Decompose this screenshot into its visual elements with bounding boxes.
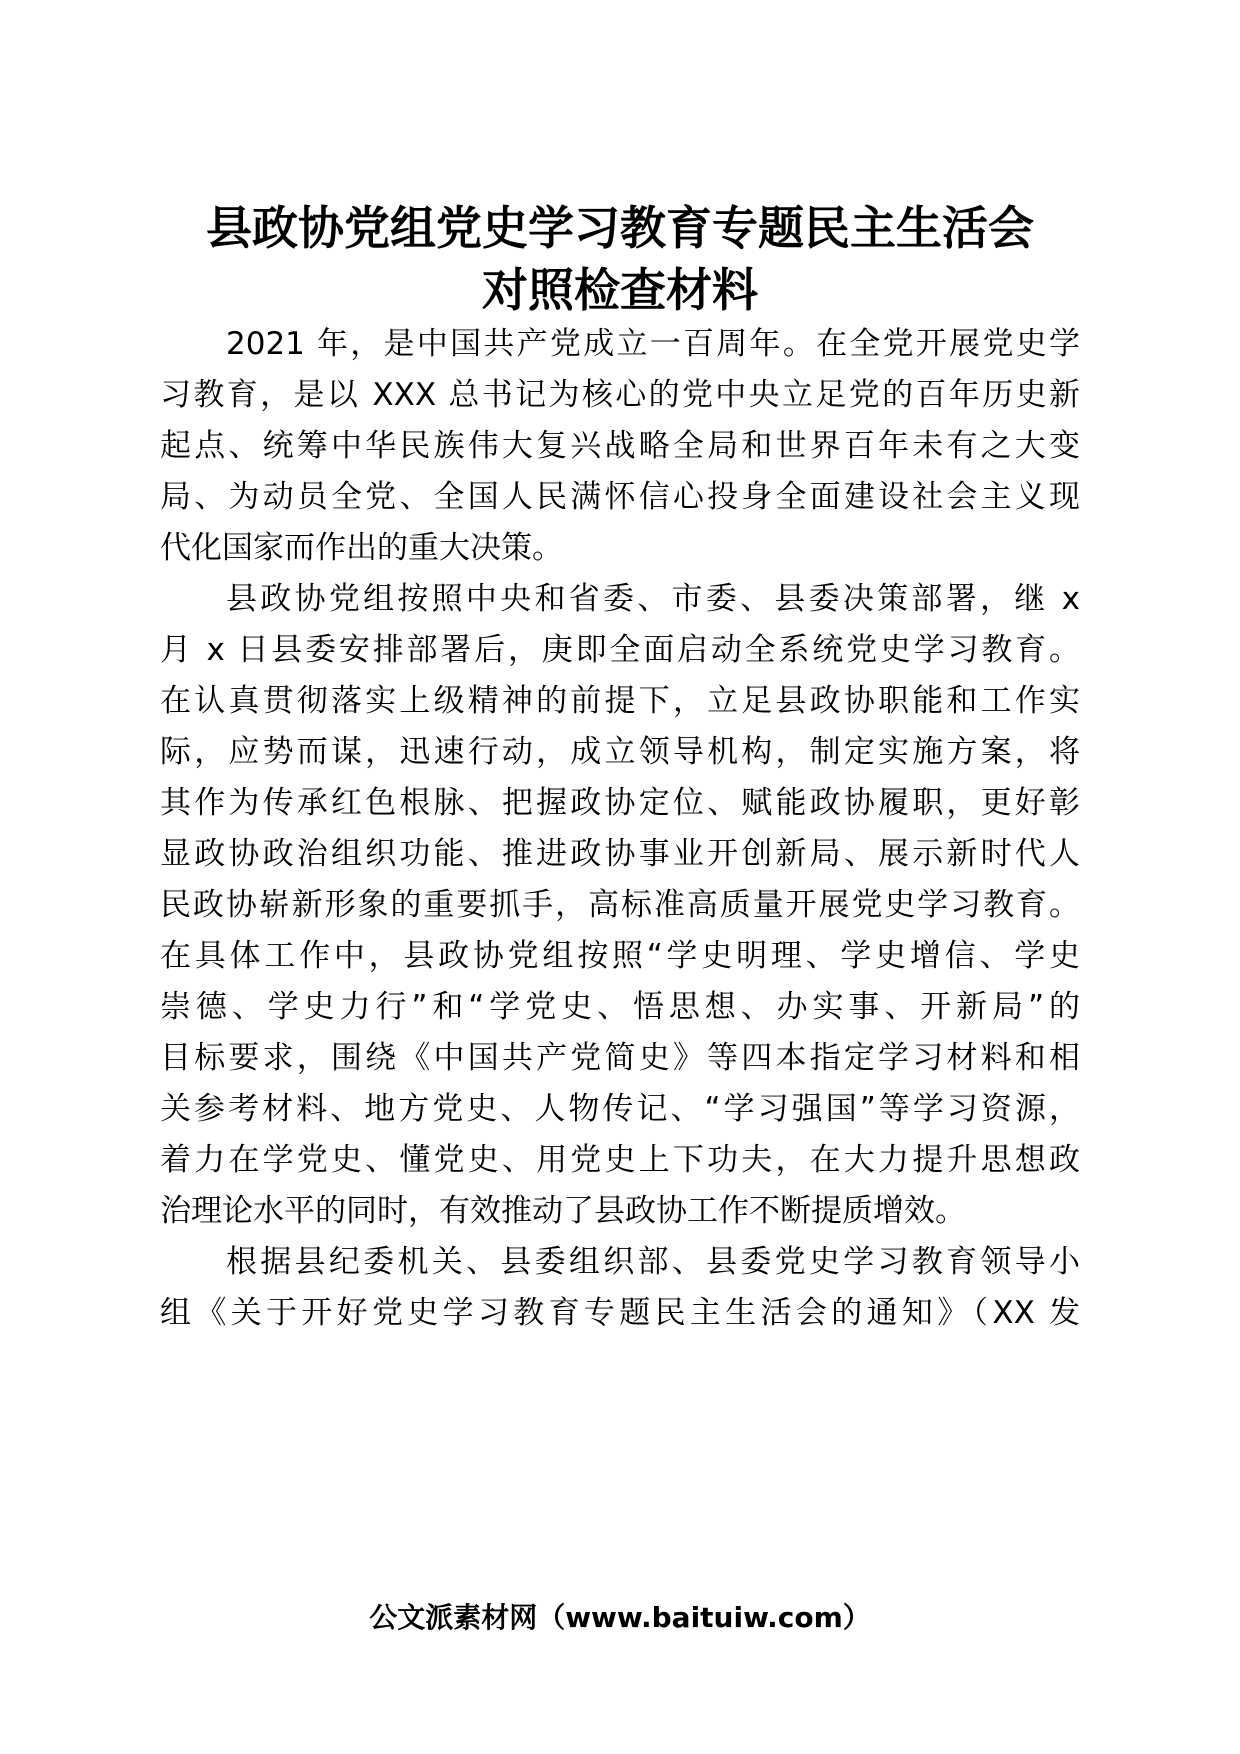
body-line: 目标要求，围绕《中国共产党简史》等四本指定学习材料和相 <box>160 1040 1080 1076</box>
body-line: 着力在学党史、懂党史、用党史上下功夫，在大力提升思想政 <box>160 1142 1080 1178</box>
body-line: 治理论水平的同时，有效推动了县政协工作不断提质增效。 <box>160 1193 966 1229</box>
body-line: 其作为传承红色根脉、把握政协定位、赋能政协履职，更好彰 <box>160 785 1080 821</box>
document-title-line-2: 对照检查材料 <box>482 263 758 317</box>
body-line: 月 x 日县委安排部署后，庚即全面启动全系统党史学习教育。 <box>160 632 1080 668</box>
body-line: 2021 年，是中国共产党成立一百周年。在全党开展党史学 <box>226 326 1080 362</box>
body-line: 关参考材料、地方党史、人物传记、“学习强国”等学习资源， <box>160 1091 1080 1127</box>
body-line: 崇德、学史力行”和“学党史、悟思想、办实事、开新局”的 <box>160 989 1080 1025</box>
body-line: 代化国家而作出的重大决策。 <box>160 530 563 566</box>
document-title-line-1: 县政协党组党史学习教育专题民主生活会 <box>206 201 1034 255</box>
body-line: 根据县纪委机关、县委组织部、县委党史学习教育领导小 <box>226 1244 1080 1280</box>
body-line: 起点、统筹中华民族伟大复兴战略全局和世界百年未有之大变 <box>160 428 1080 464</box>
body-line: 组《关于开好党史学习教育专题民主生活会的通知》（XX 发 <box>160 1295 1080 1331</box>
footer-watermark: 公文派素材网（www.baituiw.com） <box>369 1601 871 1634</box>
body-line: 显政协政治组织功能、推进政协事业开创新局、展示新时代人 <box>160 836 1080 872</box>
body-line: 习教育，是以 XXX 总书记为核心的党中央立足党的百年历史新 <box>160 377 1080 413</box>
body-line: 县政协党组按照中央和省委、市委、县委决策部署，继 x <box>226 581 1080 617</box>
body-line: 际，应势而谋，迅速行动，成立领导机构，制定实施方案，将 <box>160 734 1080 770</box>
body-line: 民政协崭新形象的重要抓手，高标准高质量开展党史学习教育。 <box>160 887 1080 923</box>
body-line: 在具体工作中，县政协党组按照“学史明理、学史增信、学史 <box>160 938 1080 974</box>
body-line: 局、为动员全党、全国人民满怀信心投身全面建设社会主义现 <box>160 479 1080 515</box>
body-line: 在认真贯彻落实上级精神的前提下，立足县政协职能和工作实 <box>160 683 1080 719</box>
